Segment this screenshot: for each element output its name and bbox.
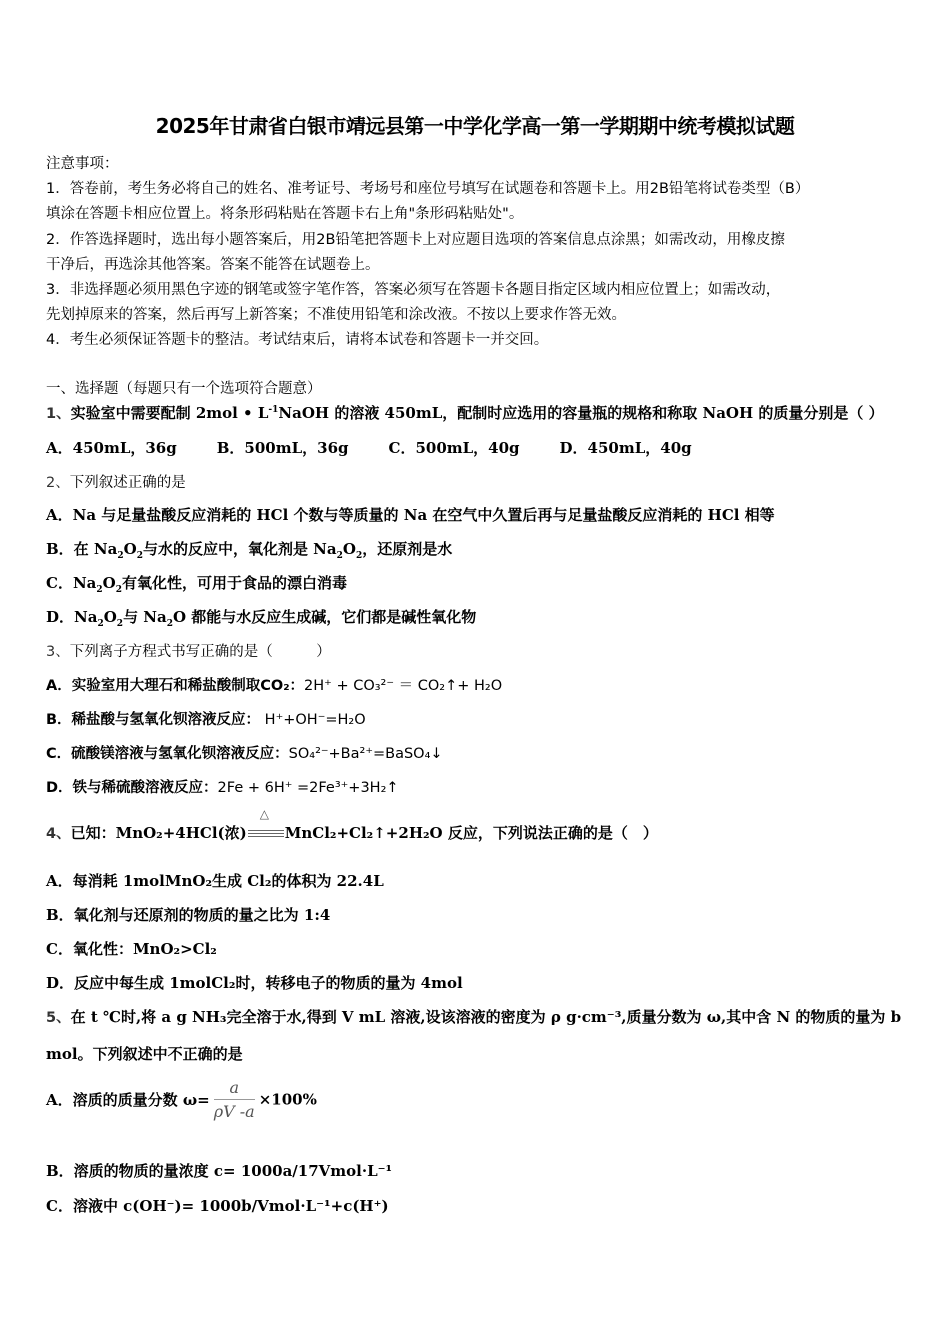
question-2-option-d: D．$Na_2O_2$与 $Na_2O$ 都能与水反应生成碱，它们都是碱性氧化物 [46,608,477,629]
question-4-option-d: D．反应中每生成 1molCl₂时，转移电子的物质的量为 4mol [46,974,463,992]
option-a: A．450mL，36g [46,439,177,457]
question-2-option-b: B．在 $Na_2O_2$与水的反应中，氧化剂是 $Na_2O_2$，还原剂是水 [46,540,453,561]
question-3-option-d: D．铁与稀硫酸溶液反应：2Fe + 6H⁺ =2Fe³⁺+3H₂↑ [46,780,399,796]
fraction-formula: $\frac{a}{\rho V -a}$ [213,1078,255,1121]
question-2-option-a: A．Na 与足量盐酸反应消耗的 HCl 个数与等质量的 Na 在空气中久置后再与足量盐酸反应消耗的 HCl 相等 [46,506,775,524]
question-5-stem-line-1: 5、在 t ℃时,将 a g NH₃完全溶于水,得到 V mL 溶液,设该溶液的密度为 ρ g·cm⁻³,质量分数为 ω,其中含 N 的物质的量为 b [46,1008,902,1026]
notice-line-7: 4．考生必须保证答题卡的整洁。考试结束后，请将本试卷和答题卡一并交回。 [46,332,549,348]
question-3-option-a: A．实验室用大理石和稀盐酸制取CO₂：2H⁺ + CO₃²⁻ ＝ CO₂↑+ H₂O [46,678,503,694]
notice-line-2: 填涂在答题卡相应位置上。将条形码粘贴在答题卡右上角"条形码粘贴处"。 [46,206,524,222]
option-c: C．500mL，40g [388,439,520,457]
question-1-stem: 1、实验室中需要配制 2mol • $L^{-1}NaOH$ 的溶液 450mL，配制时应选用的容量瓶的规格和称取 NaOH 的质量分别是（ ） [46,404,884,422]
notice-line-4: 干净后，再选涂其他答案。答案不能答在试题卷上。 [46,257,380,273]
question-5-option-a: A．溶质的质量分数 ω= $\frac{a}{\rho V -a}$ ×100% [46,1078,317,1121]
question-2-stem: 2、下列叙述正确的是 [46,475,186,491]
option-d: D．450mL，40g [559,439,692,457]
question-5-stem-line-2: mol。下列叙述中不正确的是 [46,1045,243,1063]
question-4-option-c: C．氧化性：MnO₂>Cl₂ [46,940,217,958]
question-5-option-c: C．溶液中 c(OH⁻)= 1000b/Vmol·L⁻¹+c(H⁺) [46,1197,389,1215]
question-4-option-a: A．每消耗 1molMnO₂生成 Cl₂的体积为 22.4L [46,872,384,890]
notice-line-1: 1．答卷前，考生务必将自己的姓名、准考证号、考场号和座位号填写在试题卷和答题卡上。用2B铅笔将试卷类型（B） [46,181,810,197]
question-1-options [46,437,732,458]
section-heading: 一、选择题（每题只有一个选项符合题意） [46,381,322,397]
question-number: 1、 [46,406,71,422]
notice-line-5: 3．非选择题必须用黑色字迹的钢笔或签字笔作答，答案必须写在答题卡各题目指定区域内相应位置上；如需改动， [46,282,781,298]
question-5-option-b: B．溶质的物质的量浓度 c= 1000a/17Vmol·L⁻¹ [46,1162,393,1180]
option-b: B．500mL，36g [216,439,349,457]
heat-equals-sign [248,807,284,841]
question-3-stem: 3、下列离子方程式书写正确的是（ ） [46,644,331,660]
notice-line-3: 2．作答选择题时，选出每小题答案后，用2B铅笔把答题卡上对应题目选项的答案信息点涂黑；如需改动，用橡皮擦 [46,232,785,248]
question-4-option-b: B．氧化剂与还原剂的物质的量之比为 1:4 [46,906,331,924]
notice-line-6: 先划掉原来的答案，然后再写上新答案；不准使用铅笔和涂改液。不按以上要求作答无效。 [46,307,626,323]
question-4-stem: 4、已知：MnO₂+4HCl(浓) △ MnCl₂+Cl₂↑+2H₂O 反应，下列说法正确的是（ ） [46,807,658,842]
triangle-heat-icon: △ [259,807,269,821]
question-2-option-c: C．$Na_2O_2$有氧化性，可用于食品的漂白消毒 [46,574,347,595]
question-3-option-c: C．硫酸镁溶液与氢氧化钡溶液反应：SO₄²⁻+Ba²⁺=BaSO₄↓ [46,746,443,762]
question-3-option-b: B．稀盐酸与氢氧化钡溶液反应： H⁺+OH⁻=H₂O [46,712,366,728]
notice-heading: 注意事项： [46,156,119,172]
document-title: 2025年甘肃省白银市靖远县第一中学化学高一第一学期期中统考模拟试题 [155,114,795,138]
